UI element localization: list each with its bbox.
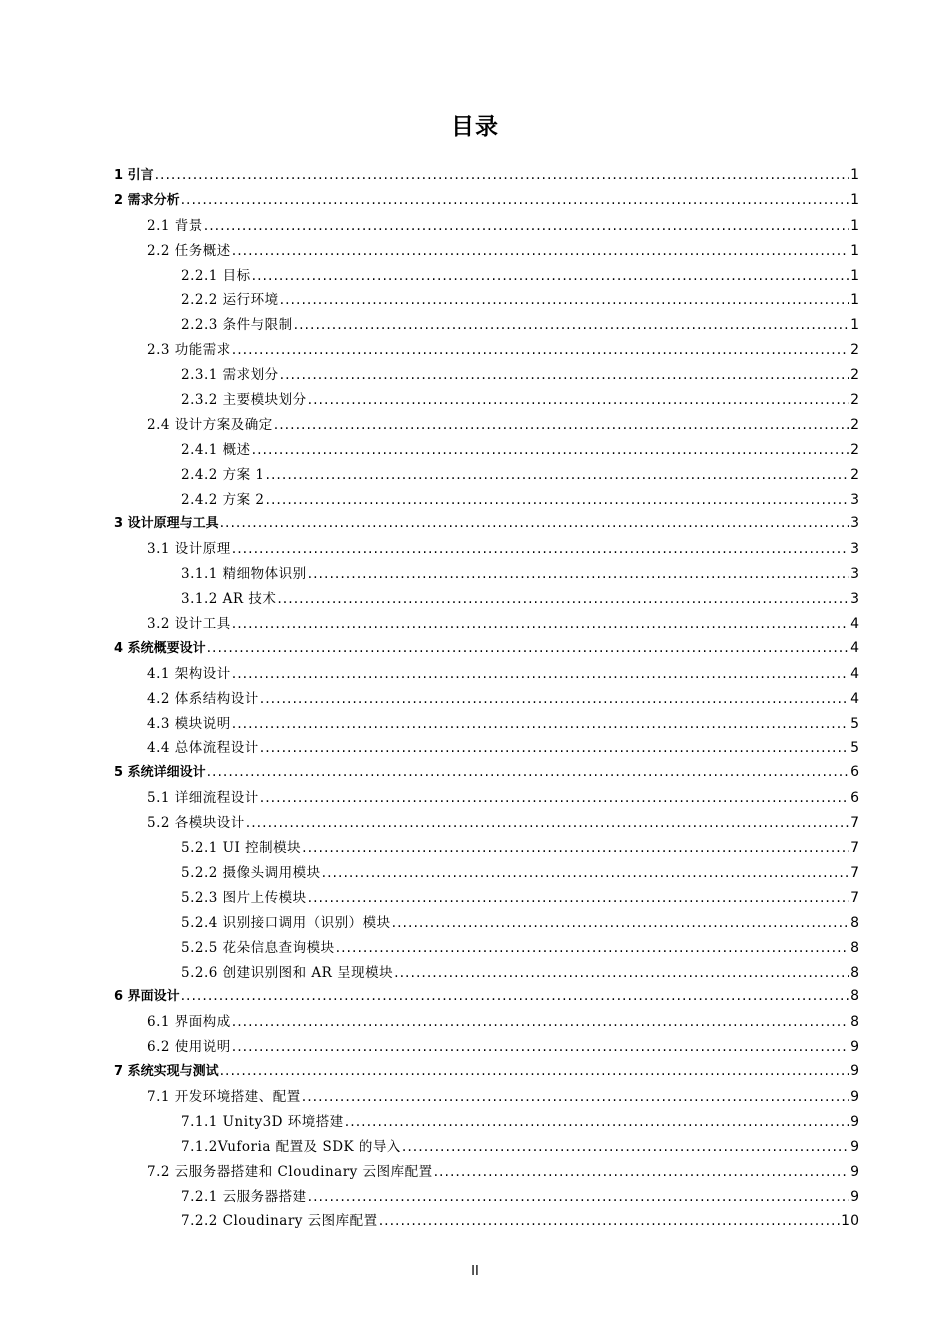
toc-page-number: 1 (850, 242, 859, 259)
table-of-contents (114, 164, 859, 1234)
toc-entry-title: 2.3.1 需求划分 (181, 367, 279, 384)
toc-page-number: 7 (850, 840, 859, 857)
toc-entry-title: 2.3 功能需求 (147, 342, 231, 359)
toc-dot-leader (155, 167, 850, 183)
toc-entry-title: 5.2.6 创建识别图和 AR 呈现模块 (181, 964, 394, 981)
toc-page-number: 8 (850, 1014, 859, 1031)
toc-page-number: 6 (850, 790, 859, 807)
toc-entry-title: 2 需求分析 (114, 192, 180, 208)
toc-entry[interactable] (114, 712, 859, 737)
toc-page-number: 2 (850, 392, 859, 409)
toc-dot-leader (232, 541, 849, 557)
toc-entry-title: 2.2 任务概述 (147, 242, 231, 259)
toc-entry-title: 2.2.2 运行环境 (181, 292, 279, 309)
toc-dot-leader (232, 243, 849, 259)
toc-dot-leader (204, 218, 849, 234)
toc-dot-leader (302, 1089, 849, 1105)
toc-dot-leader (274, 417, 849, 433)
toc-entry[interactable] (114, 786, 859, 811)
toc-entry-title: 2.4 设计方案及确定 (147, 416, 273, 433)
toc-entry[interactable] (114, 861, 859, 886)
toc-entry[interactable] (114, 537, 859, 562)
toc-entry-title: 5.2.5 花朵信息查询模块 (181, 939, 335, 956)
toc-entry[interactable] (114, 637, 859, 662)
toc-entry-title: 5.2.2 摄像头调用模块 (181, 864, 321, 881)
toc-dot-leader (345, 1114, 849, 1130)
toc-entry[interactable] (114, 413, 859, 438)
toc-entry-title: 4.1 架构设计 (147, 665, 231, 682)
toc-entry-title: 7.2.2 Cloudinary 云图库配置 (181, 1213, 378, 1230)
toc-entry-title: 7.1.1 Unity3D 环境搭建 (181, 1113, 344, 1130)
toc-page-number: 3 (850, 591, 859, 608)
toc-entry-title: 6 界面设计 (114, 989, 180, 1005)
toc-entry[interactable] (114, 1085, 859, 1110)
toc-dot-leader (181, 988, 850, 1004)
toc-page-number: 7 (850, 889, 859, 906)
toc-dot-leader (232, 716, 849, 732)
toc-page-number: 10 (841, 1213, 859, 1230)
toc-page-number: 8 (850, 988, 859, 1005)
toc-entry[interactable] (114, 562, 859, 587)
toc-entry[interactable] (114, 1135, 859, 1160)
toc-entry-title: 3 设计原理与工具 (114, 516, 219, 532)
toc-dot-leader (260, 790, 849, 806)
toc-entry[interactable] (114, 288, 859, 313)
toc-page-number: 3 (850, 566, 859, 583)
toc-entry[interactable] (114, 388, 859, 413)
toc-entry-title: 2.1 背景 (147, 217, 203, 234)
toc-entry-title: 5.2.3 图片上传模块 (181, 889, 307, 906)
toc-dot-leader (277, 591, 849, 607)
toc-entry-title: 7.1 开发环境搭建、配置 (147, 1088, 301, 1105)
toc-entry[interactable] (114, 1060, 859, 1085)
toc-entry[interactable] (114, 811, 859, 836)
toc-entry[interactable] (114, 313, 859, 338)
toc-dot-leader (308, 890, 849, 906)
toc-page-number: 7 (850, 815, 859, 832)
toc-entry-title: 2.2.3 条件与限制 (181, 317, 293, 334)
toc-dot-leader (302, 840, 849, 856)
toc-entry[interactable] (114, 961, 859, 986)
toc-dot-leader (232, 666, 849, 682)
toc-entry[interactable] (114, 463, 859, 488)
toc-entry-title: 3.1.1 精细物体识别 (181, 566, 307, 583)
toc-entry[interactable] (114, 936, 859, 961)
toc-dot-leader (232, 1014, 849, 1030)
toc-entry[interactable] (114, 1035, 859, 1060)
toc-page-number: 1 (850, 292, 859, 309)
toc-page-number: 2 (850, 342, 859, 359)
toc-entry-title: 5.1 详细流程设计 (147, 790, 259, 807)
toc-entry-title: 6.1 界面构成 (147, 1014, 231, 1031)
toc-entry-title: 4.4 总体流程设计 (147, 740, 259, 757)
toc-page-number: 2 (850, 416, 859, 433)
toc-page-number: 6 (850, 764, 859, 781)
toc-page-number: 3 (850, 491, 859, 508)
toc-dot-leader (394, 965, 849, 981)
toc-entry[interactable] (114, 761, 859, 786)
toc-entry[interactable] (114, 662, 859, 687)
toc-page-number: 2 (850, 466, 859, 483)
toc-entry-title: 4.2 体系结构设计 (147, 690, 259, 707)
toc-entry-title: 2.4.1 概述 (181, 441, 251, 458)
toc-dot-leader (402, 1139, 849, 1155)
toc-entry-title: 5 系统详细设计 (114, 765, 206, 781)
toc-entry-title: 6.2 使用说明 (147, 1039, 231, 1056)
toc-page-number: 4 (850, 616, 859, 633)
toc-entry[interactable] (114, 1185, 859, 1210)
toc-entry[interactable] (114, 264, 859, 289)
toc-entry[interactable] (114, 1010, 859, 1035)
toc-entry[interactable] (114, 214, 859, 239)
toc-entry-title: 7.1.2Vuforia 配置及 SDK 的导入 (181, 1138, 401, 1155)
toc-entry-title: 7.2 云服务器搭建和 Cloudinary 云图库配置 (147, 1163, 433, 1180)
toc-page-number: 1 (850, 267, 859, 284)
toc-page-number: 5 (850, 740, 859, 757)
toc-entry-title: 7 系统实现与测试 (114, 1064, 219, 1080)
toc-entry[interactable] (114, 338, 859, 363)
page-title: 目录 (451, 114, 499, 140)
toc-page-number: 4 (850, 690, 859, 707)
toc-page-number: 8 (850, 914, 859, 931)
toc-page-number: 1 (850, 217, 859, 234)
toc-dot-leader (336, 940, 849, 956)
page-number-footer: II (471, 1264, 479, 1279)
toc-entry-title: 2.4.2 方案 2 (181, 491, 265, 508)
toc-dot-leader (392, 915, 849, 931)
toc-dot-leader (308, 392, 849, 408)
toc-entry[interactable] (114, 886, 859, 911)
toc-entry[interactable] (114, 1110, 859, 1135)
toc-entry[interactable] (114, 363, 859, 388)
toc-page-number: 9 (850, 1163, 859, 1180)
toc-page-number: 3 (850, 515, 859, 532)
toc-dot-leader (252, 268, 849, 284)
toc-dot-leader (280, 292, 849, 308)
toc-page-number: 1 (850, 317, 859, 334)
toc-page-number: 2 (850, 441, 859, 458)
toc-page-number: 9 (850, 1063, 859, 1080)
toc-dot-leader (379, 1213, 840, 1229)
toc-entry[interactable] (114, 438, 859, 463)
toc-entry[interactable] (114, 488, 859, 513)
toc-dot-leader (266, 492, 850, 508)
toc-page-number: 9 (850, 1138, 859, 1155)
toc-dot-leader (181, 192, 850, 208)
toc-dot-leader (322, 865, 849, 881)
toc-page-number: 4 (850, 639, 859, 656)
toc-entry[interactable] (114, 911, 859, 936)
toc-page-number: 1 (850, 167, 859, 183)
toc-entry-title: 5.2 各模块设计 (147, 815, 245, 832)
toc-entry[interactable] (114, 836, 859, 861)
toc-entry[interactable] (114, 164, 859, 189)
toc-dot-leader (280, 367, 849, 383)
toc-page-number: 8 (850, 939, 859, 956)
toc-dot-leader (207, 764, 850, 780)
toc-page-number: 2 (850, 367, 859, 384)
toc-page-number: 4 (850, 665, 859, 682)
toc-dot-leader (294, 317, 849, 333)
toc-entry-title: 4.3 模块说明 (147, 715, 231, 732)
toc-page-number: 7 (850, 864, 859, 881)
toc-entry[interactable] (114, 512, 859, 537)
toc-dot-leader (246, 815, 849, 831)
toc-dot-leader (232, 1039, 849, 1055)
toc-dot-leader (308, 1189, 849, 1205)
toc-entry[interactable] (114, 587, 859, 612)
toc-dot-leader (260, 691, 849, 707)
toc-page-number: 1 (850, 191, 859, 208)
toc-dot-leader (232, 342, 849, 358)
toc-dot-leader (308, 566, 849, 582)
toc-entry[interactable] (114, 1209, 859, 1234)
toc-entry[interactable] (114, 687, 859, 712)
toc-entry[interactable] (114, 985, 859, 1010)
toc-dot-leader (260, 740, 849, 756)
toc-dot-leader (207, 640, 850, 656)
toc-entry-title: 5.2.4 识别接口调用（识别）模块 (181, 914, 391, 931)
toc-entry-title: 3.1 设计原理 (147, 541, 231, 558)
toc-dot-leader (434, 1164, 849, 1180)
toc-entry[interactable] (114, 239, 859, 264)
toc-entry-title: 5.2.1 UI 控制模块 (181, 840, 302, 857)
toc-dot-leader (220, 515, 850, 531)
toc-entry-title: 2.3.2 主要模块划分 (181, 392, 307, 409)
toc-entry-title: 1 引言 (114, 168, 154, 183)
toc-entry-title: 3.2 设计工具 (147, 616, 231, 633)
toc-dot-leader (220, 1063, 850, 1079)
toc-entry-title: 2.4.2 方案 1 (181, 466, 265, 483)
toc-entry[interactable] (114, 612, 859, 637)
toc-entry-title: 2.2.1 目标 (181, 267, 251, 284)
toc-page-number: 5 (850, 715, 859, 732)
toc-entry[interactable] (114, 189, 859, 214)
toc-entry-title: 7.2.1 云服务器搭建 (181, 1188, 307, 1205)
toc-entry[interactable] (114, 1160, 859, 1185)
toc-page-number: 3 (850, 541, 859, 558)
toc-entry[interactable] (114, 736, 859, 761)
toc-dot-leader (252, 442, 849, 458)
toc-page-number: 9 (850, 1088, 859, 1105)
toc-dot-leader (266, 467, 850, 483)
toc-dot-leader (232, 616, 849, 632)
toc-page-number: 9 (850, 1113, 859, 1130)
toc-page-number: 9 (850, 1039, 859, 1056)
toc-page-number: 8 (850, 964, 859, 981)
toc-entry-title: 4 系统概要设计 (114, 640, 206, 656)
toc-entry-title: 3.1.2 AR 技术 (181, 591, 277, 608)
toc-page-number: 9 (850, 1188, 859, 1205)
